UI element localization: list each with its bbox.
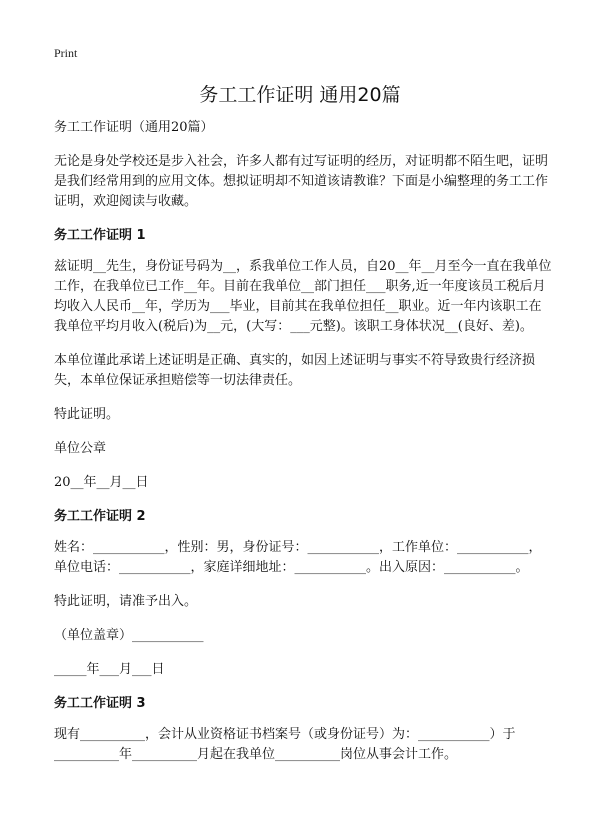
- section-paragraph: 单位公章: [54, 441, 107, 456]
- print-label[interactable]: Print: [54, 46, 78, 60]
- document-body: [54, 118, 554, 779]
- document-subtitle: 务工工作证明（通用20篇）: [54, 120, 214, 135]
- section-2: [54, 507, 554, 680]
- section-paragraph: 特此证明，请准予出入。: [54, 594, 198, 609]
- page-title: 务工工作证明 通用20篇: [199, 84, 401, 106]
- section-paragraph: 特此证明。: [54, 407, 120, 422]
- section-paragraph: _____年___月___日: [54, 662, 165, 677]
- section-1: [54, 226, 554, 493]
- section-heading: 务工工作证明 2: [54, 509, 146, 524]
- section-paragraph: 兹证明__先生，身份证号码为__，系我单位工作人员，自20__年__月至今一直在我单位工作，在我单位已工作__年。目前在我单位__部门担任___职务,近一年度该员工税后月均收入人民币__年，学历为___毕业，目前其在我单位担任__职业。近一年内该职工在我单位平均月收入(税后)为__元，(大写：___元整)。该职工身体状况__(良好、差)。: [54, 259, 552, 334]
- intro-paragraph: 无论是身处学校还是步入社会，许多人都有过写证明的经历，对证明都不陌生吧，证明是我们经常用到的应用文体。想拟证明却不知道该请教谁？下面是小编整理的务工工作证明，欢迎阅读与收藏。: [54, 154, 549, 209]
- section-heading: 务工工作证明 1: [54, 228, 146, 243]
- section-paragraph: 现有__________，会计从业资格证书档案号（或身份证号）为：___________）于__________年__________月起在我单位__________岗位从事会计工作。: [54, 727, 516, 762]
- section-heading: 务工工作证明 3: [54, 696, 146, 711]
- section-paragraph: （单位盖章）___________: [54, 628, 204, 643]
- section-paragraph: 姓名：___________，性别：男，身份证号：___________，工作单位：___________，单位电话：___________，家庭详细地址：___________。出入原因：___________。: [54, 540, 542, 575]
- section-paragraph: 本单位谨此承诺上述证明是正确、真实的，如因上述证明与事实不符导致贵行经济损失，本单位保证承担赔偿等一切法律责任。: [54, 353, 536, 388]
- section-3: [54, 694, 554, 765]
- section-paragraph: 20__年__月__日: [54, 475, 149, 490]
